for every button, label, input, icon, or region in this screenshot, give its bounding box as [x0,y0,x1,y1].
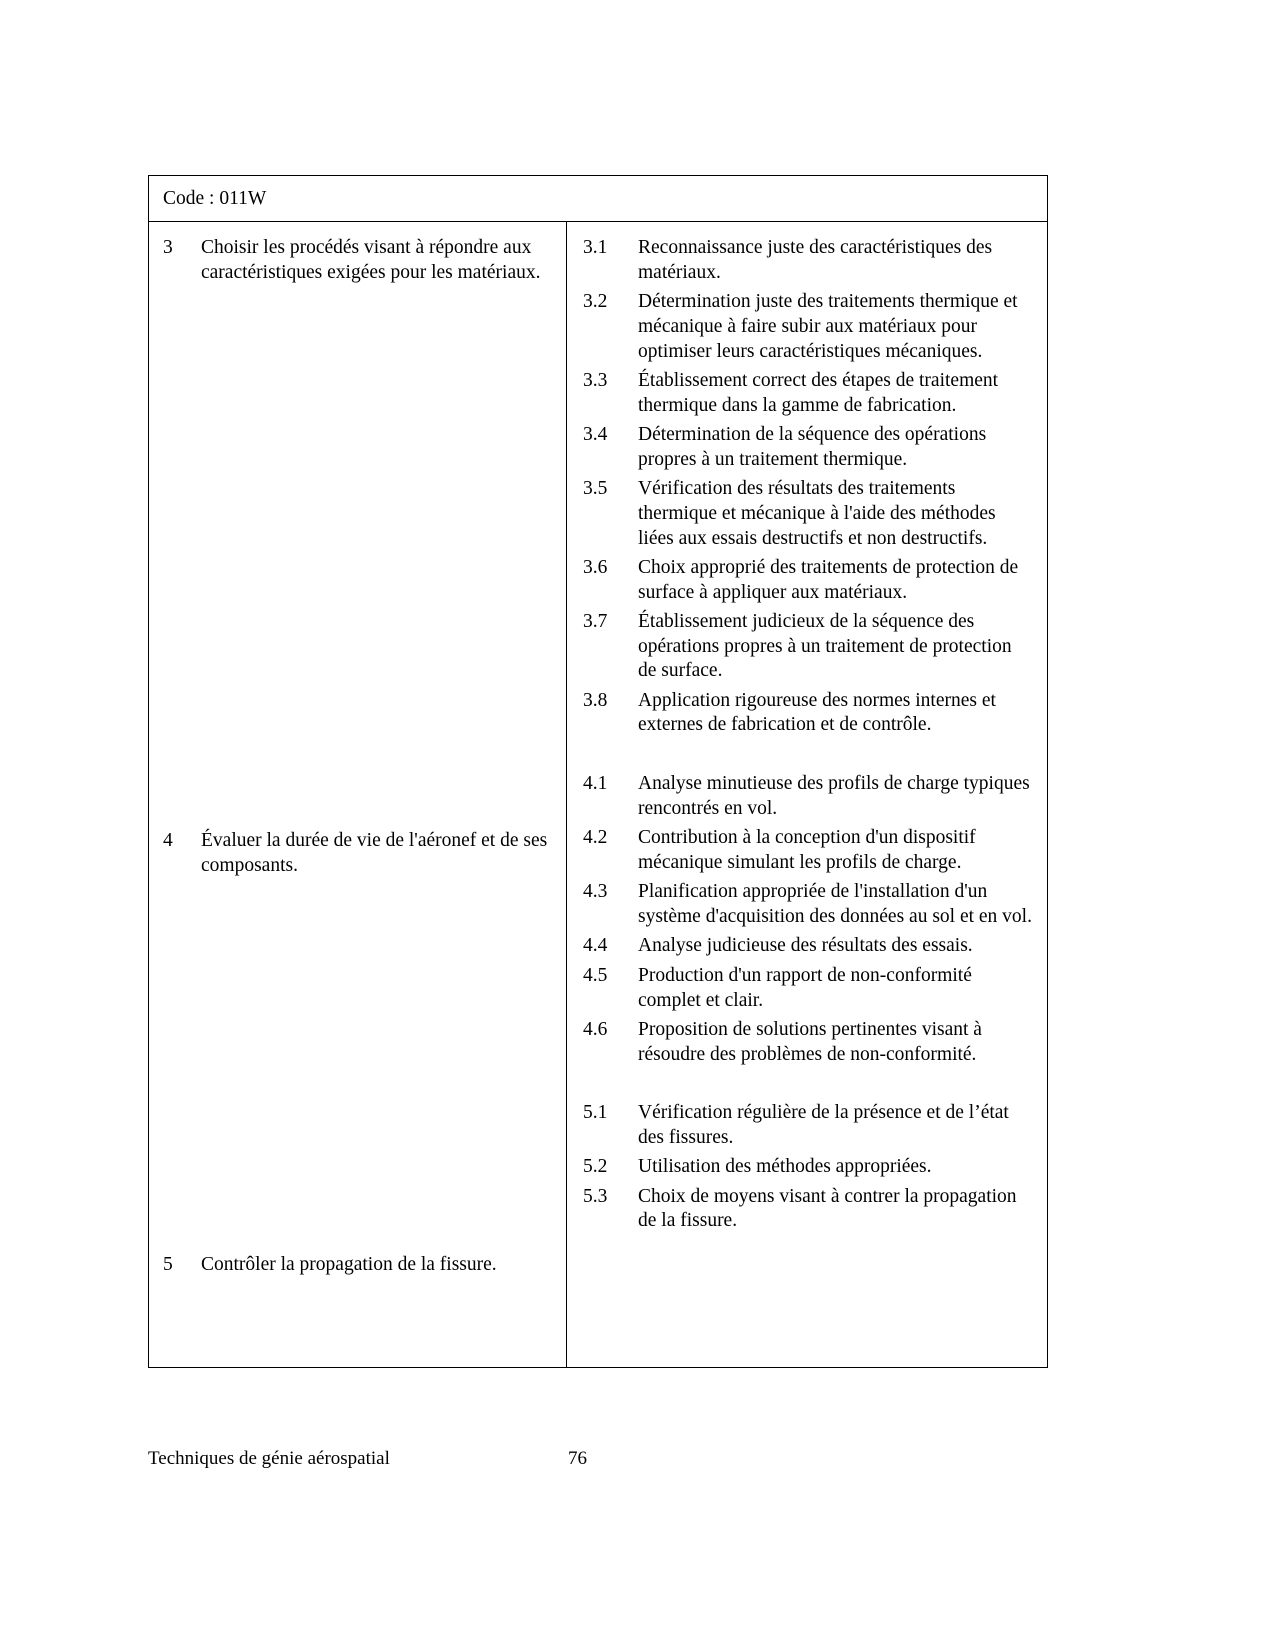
criterion-text: Vérification des résultats des traitements thermique et mécanique à l'aide des méthodes liées aux essais destructifs et non destructifs. [638,478,996,549]
criterion-row [583,556,1033,605]
criterion-text: Analyse judicieuse des résultats des essais. [638,935,973,957]
criterion-number: 3.6 [583,557,608,579]
criteria-group-5 [583,1101,1033,1234]
criterion-number: 3.2 [583,291,608,313]
criterion-text: Analyse minutieuse des profils de charge typiques rencontrés en vol. [638,773,1030,819]
criterion-row [583,964,1033,1013]
criterion-row [583,1155,1033,1180]
criterion-number: 3.1 [583,237,608,259]
competencies-column [149,222,567,1367]
criterion-text: Vérification régulière de la présence et de l’état des fissures. [638,1102,1009,1148]
code-header: Code : 011W [149,176,1047,222]
competency-text: Contrôler la propagation de la fissure. [201,1253,497,1275]
criterion-row [583,1101,1033,1150]
criterion-text: Planification appropriée de l'installation d'un système d'acquisition des données au sol et en vol. [638,881,1032,927]
criterion-row [583,369,1033,418]
competency-item-4 [163,829,556,878]
criterion-number: 4.1 [583,773,608,795]
criterion-number: 4.3 [583,881,608,903]
criterion-text: Reconnaissance juste des caractéristiques des matériaux. [638,237,993,283]
criterion-number: 4.4 [583,935,608,957]
criterion-row [583,689,1033,738]
criterion-text: Contribution à la conception d'un dispositif mécanique simulant les profils de charge. [638,827,976,873]
criterion-row [583,236,1033,285]
criteria-group-3 [583,236,1033,738]
criterion-row [583,477,1033,551]
table-body [149,222,1047,1367]
criterion-text: Établissement judicieux de la séquence des opérations propres à un traitement de protection de surface. [638,611,1012,682]
competency-number: 5 [163,1253,173,1275]
criterion-row [583,772,1033,821]
criterion-number: 3.8 [583,689,608,711]
criteria-group-4 [583,772,1033,1067]
criterion-row [583,1018,1033,1067]
criterion-row [583,1185,1033,1234]
criterion-number: 3.7 [583,611,608,633]
competency-number: 4 [163,830,173,852]
competency-spacer-3b [163,489,556,659]
competency-item-3 [163,236,556,285]
competency-table [148,175,1048,1368]
criteria-column [567,222,1047,1367]
criterion-text: Proposition de solutions pertinentes visant à résoudre des problèmes de non-conformité. [638,1019,982,1065]
footer-page-number: 76 [568,1448,587,1469]
criterion-row [583,826,1033,875]
criterion-text: Production d'un rapport de non-conformité complet et clair. [638,964,972,1011]
criterion-text: Choix approprié des traitements de protection de surface à appliquer aux matériaux. [638,557,1019,603]
competency-number: 3 [163,237,173,259]
competency-spacer-4 [163,913,556,1083]
criterion-number: 4.5 [583,964,608,986]
page-footer [148,1448,1048,1470]
criterion-number: 3.4 [583,424,608,446]
criterion-number: 5.2 [583,1156,608,1178]
criterion-row [583,934,1033,959]
criterion-row [583,423,1033,472]
criterion-text: Utilisation des méthodes appropriées. [638,1156,932,1178]
criterion-number: 4.2 [583,827,608,849]
criterion-number: 3.5 [583,478,608,500]
criterion-text: Détermination de la séquence des opérations propres à un traitement thermique. [638,424,987,470]
criterion-text: Établissement correct des étapes de traitement thermique dans la gamme de fabrication. [638,370,999,416]
criterion-row [583,610,1033,684]
competency-spacer-4b [163,1083,556,1253]
criterion-number: 5.1 [583,1102,608,1124]
criterion-number: 3.3 [583,370,608,392]
criterion-text: Application rigoureuse des normes internes et externes de fabrication et de contrôle. [638,689,996,736]
competency-text: Évaluer la durée de vie de l'aéronef et de ses composants. [201,830,548,877]
competency-item-5 [163,1253,556,1278]
competency-spacer-3 [163,319,556,489]
footer-program-name: Techniques de génie aérospatial [148,1448,390,1469]
criterion-text: Choix de moyens visant à contrer la propagation de la fissure. [638,1185,1017,1232]
criterion-row [583,880,1033,929]
competency-spacer-3c [163,659,556,829]
criterion-text: Détermination juste des traitements thermique et mécanique à faire subir aux matériaux pour optimiser leurs caractéristiques mécaniques. [638,291,1018,362]
criterion-row [583,290,1033,364]
criterion-number: 4.6 [583,1019,608,1041]
competency-text: Choisir les procédés visant à répondre aux caractéristiques exigées pour les matériaux. [201,237,541,283]
criterion-number: 5.3 [583,1185,608,1207]
